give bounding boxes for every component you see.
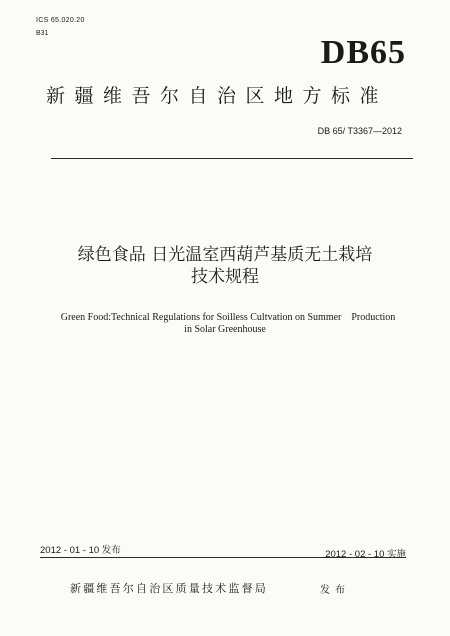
issuing-authority: 新疆维吾尔自治区质量技术监督局 [70,582,268,595]
title-chinese-line-2: 技术规程 [191,267,259,287]
title-chinese-line-1: 绿色食品 日光温室西葫芦基质无土栽培 [77,245,373,265]
implementation-date: 2012 - 02 - 10 实施 [325,549,406,560]
title-english [0,312,450,336]
issue-date: 2012 - 01 - 10 发布 [40,545,121,556]
footer-divider [40,557,406,558]
header-divider [51,158,413,159]
title-english-line-1: Green Food:Technical Regulations for Soilless Cultvation on Summer Production [60,312,396,323]
publish-label: 发布 [320,585,350,596]
standard-type-heading: 新疆维吾尔自治区地方标准 [46,85,389,107]
standard-code-logo: DB65 [320,34,406,71]
title-english-line-2: in Solar Greenhouse [184,324,266,335]
standard-number: DB 65/ T3367—2012 [317,126,402,136]
ics-code: ICS 65.020.20 [36,17,85,24]
ccs-code: B31 [36,30,49,37]
title-chinese [0,244,450,288]
